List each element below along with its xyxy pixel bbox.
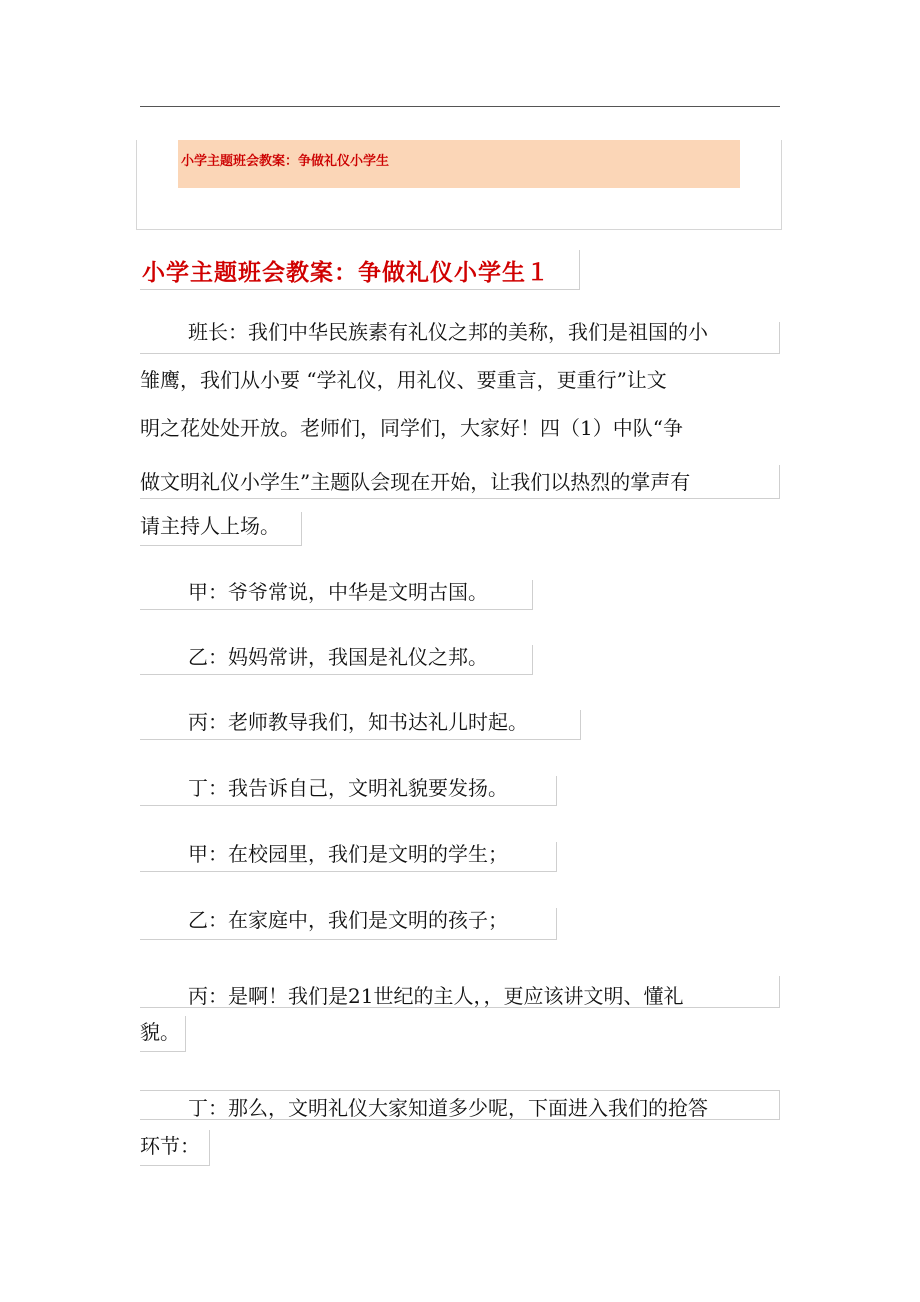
document-title	[140, 250, 580, 290]
header-rule	[140, 106, 780, 107]
paragraph-line: 丙：老师教导我们，知书达礼儿时起。	[188, 710, 528, 734]
paragraph-line: 甲：爷爷常说，中华是文明古国。	[188, 580, 488, 604]
paragraph-line: 甲：在校园里，我们是文明的学生；	[188, 842, 508, 866]
paragraph-line: 乙：妈妈常讲，我国是礼仪之邦。	[188, 645, 488, 669]
paragraph-line: 明之花处处开放。老师们，同学们，大家好！四（1）中队“争	[140, 416, 683, 440]
paragraph-line: 请主持人上场。	[140, 514, 280, 538]
paragraph-line: 做文明礼仪小学生”主题队会现在开始，让我们以热烈的掌声有	[140, 470, 691, 494]
paragraph-line: 丁：那么，文明礼仪大家知道多少呢，下面进入我们的抢答	[188, 1096, 708, 1120]
paragraph-line: 丁：我告诉自己，文明礼貌要发扬。	[188, 776, 508, 800]
paragraph-line: 雏鹰，我们从小要 “学礼仪，用礼仪、要重言，更重行”让文	[140, 368, 667, 392]
document-title-text: 小学主题班会教案：争做礼仪小学生１	[142, 260, 550, 286]
paragraph-line: 环节：	[140, 1134, 200, 1158]
paragraph-line: 班长：我们中华民族素有礼仪之邦的美称，我们是祖国的小	[188, 320, 708, 344]
paragraph-line: 貌。	[140, 1020, 180, 1044]
paragraph-line: 丙：是啊！我们是21世纪的主人，，更应该讲文明、懂礼	[188, 984, 684, 1008]
banner-text: 小学主题班会教案：争做礼仪小学生	[181, 154, 390, 169]
paragraph-line: 乙：在家庭中，我们是文明的孩子；	[188, 908, 508, 932]
